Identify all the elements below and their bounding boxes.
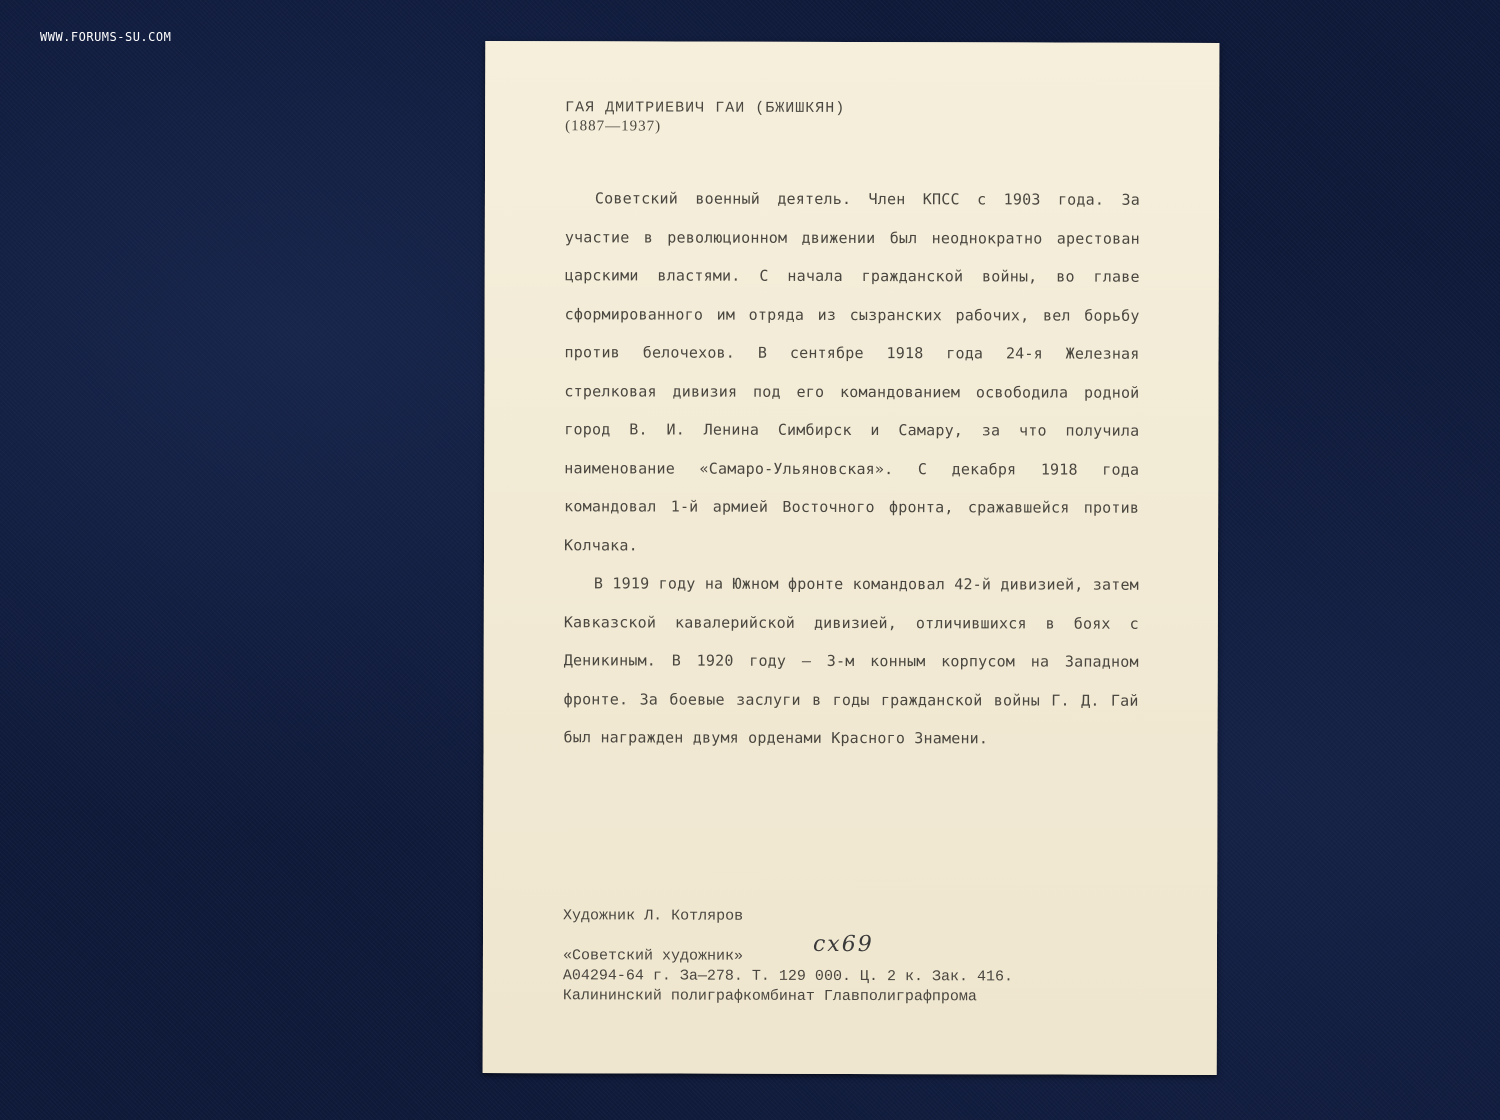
handwritten-note: сх69 <box>812 931 874 958</box>
print-info: А04294-64 г. За—278. Т. 129 000. Ц. 2 к. Зак. 416. <box>562 967 1014 986</box>
postcard-back <box>483 41 1220 1075</box>
card-heading <box>565 99 845 136</box>
biography-paragraph-1: Советский военный деятель. Член КПСС с 1903 года. За участие в революционном движении был неоднократно арестован царскими властями. С начала гражданской войны, во главе сформированного им отряда из сызранских рабочих, вел борьбу против белочехов. В сентябре 1918 года 24-я Железная стрелковая дивизия под его командованием освободила родной город В. И. Ленина Симбирск и Самару, за что получила наименование «Самаро-Ульяновская». С декабря 1918 года командовал 1-й армией Восточного фронта, сражавшейся против Колчака. <box>564 189 1140 554</box>
imprint <box>563 906 1013 1007</box>
watermark-text: WWW.FORUMS-SU.COM <box>40 30 172 44</box>
artist-credit: Художник Л. Котляров <box>563 907 744 925</box>
biography-text <box>563 179 1140 758</box>
person-name: ГАЯ ДМИТРИЕВИЧ ГАИ (БЖИШКЯН) <box>565 99 846 117</box>
printer-name: Калининский полиграфкомбинат Главполиграфпрома <box>562 987 977 1006</box>
life-years: (1887—1937) <box>565 118 662 135</box>
publisher-name: «Советский художник» <box>562 947 744 965</box>
biography-paragraph-2: В 1919 году на Южном фронте командовал 42-й дивизией, затем Кавказской кавалерийской дивизией, отличившихся в боях с Деникиным. В 1920 году — 3-м конным корпусом на Западном фронте. За боевые заслуги в годы гражданской войны Г. Д. Гай был награжден двумя орденами Красного Знамени. <box>563 574 1139 748</box>
